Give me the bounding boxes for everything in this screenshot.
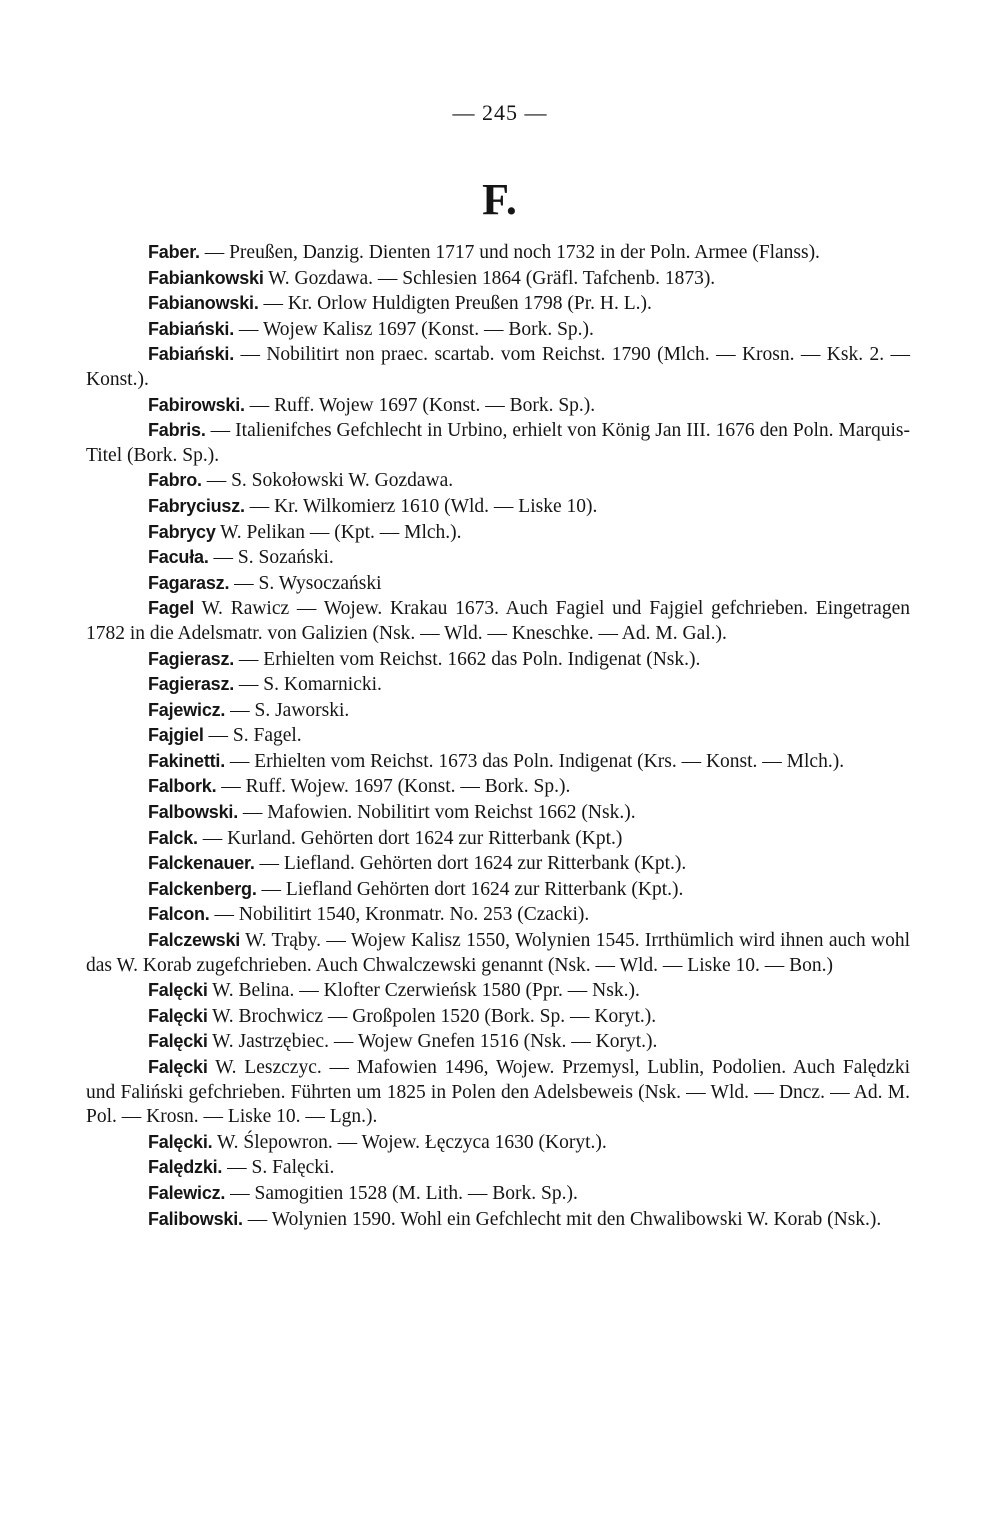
list-item: [86, 1130, 910, 1156]
entry-name: Falibowski.: [148, 1208, 243, 1229]
list-item: [86, 291, 910, 317]
list-item: [86, 902, 910, 928]
list-item: [86, 596, 910, 646]
section-heading: F.: [482, 175, 518, 224]
entry-text: — S. Falęcki.: [227, 1157, 335, 1179]
list-item: [86, 877, 910, 903]
entry-name: Fabirowski.: [148, 394, 245, 415]
entry-text: — Samogitien 1528 (M. Lith. — Bork. Sp.).: [230, 1182, 578, 1204]
entry-text: W. Trąby. — Wojew Kalisz 1550, Wolynien 1545. Irrthümlich wird ihnen auch wohl das W. Korab zugefchrieben. Auch Chwalczewski genannt (Nsk. — Wld. — Liske 10. — Bon.): [86, 930, 910, 976]
entry-name: Falbowski.: [148, 802, 239, 823]
entry-text: W. Gozdawa. — Schlesien 1864 (Gräfl. Tafchenb. 1873).: [268, 267, 716, 289]
entry-name: Falbork.: [148, 776, 217, 797]
entry-text: W. Ślepowron. — Wojew. Łęczyca 1630 (Koryt.).: [216, 1131, 607, 1153]
list-item: [86, 266, 910, 292]
entry-text: — Nobilitirt non praec. scartab. vom Reichst. 1790 (Mlch. — Krosn. — Ksk. 2. — Konst.).: [86, 344, 911, 390]
entry-name: Fajewicz.: [148, 699, 226, 720]
entry-text: — Kurland. Gehörten dort 1624 zur Ritterbank (Kpt.): [202, 827, 623, 849]
entry-name: Falęcki.: [148, 1131, 213, 1152]
list-item: [86, 978, 910, 1004]
list-item: [86, 749, 910, 775]
entry-text: — S. Wysoczański: [234, 572, 382, 594]
entry-text: — Kr. Orlow Huldigten Preußen 1798 (Pr. H. L.).: [263, 293, 652, 315]
entry-text: W. Jastrzębiec. — Wojew Gnefen 1516 (Nsk. — Koryt.).: [212, 1031, 658, 1053]
entry-name: Falęcki: [148, 1031, 208, 1052]
list-item: [86, 571, 910, 597]
entry-text: W. Pelikan — (Kpt. — Mlch.).: [220, 521, 462, 543]
list-item: [86, 317, 910, 343]
entry-name: Fagarasz.: [148, 572, 230, 593]
entry-name: Fagel: [148, 598, 195, 619]
list-item: [86, 698, 910, 724]
list-item: [86, 1055, 910, 1130]
list-item: [86, 545, 910, 571]
entry-name: Falęcki: [148, 1005, 208, 1026]
entry-text: — Preußen, Danzig. Dienten 1717 und noch 1732 in der Poln. Armee (Flanss).: [204, 242, 820, 263]
entry-text: — Ruff. Wojew. 1697 (Konst. — Bork. Sp.).: [221, 776, 571, 798]
list-item: [86, 723, 910, 749]
entry-text: W. Belina. — Klofter Czerwieńsk 1580 (Ppr. — Nsk.).: [212, 980, 640, 1002]
list-item: [86, 774, 910, 800]
entry-text: — Kr. Wilkomierz 1610 (Wld. — Liske 10).: [249, 495, 598, 517]
entry-text: — S. Sokołowski W. Gozdawa.: [206, 470, 454, 492]
entry-name: Fagierasz.: [148, 648, 235, 669]
entry-list: [86, 240, 910, 1232]
entry-text: — S. Fagel.: [208, 725, 302, 747]
entry-name: Fabiański.: [148, 344, 235, 365]
list-item: [86, 800, 910, 826]
list-item: [86, 418, 910, 468]
list-item: [86, 1207, 910, 1233]
list-item: [86, 342, 910, 392]
entry-name: Falckenberg.: [148, 878, 257, 899]
entry-name: Fakinetti.: [148, 750, 226, 771]
list-item: [86, 520, 910, 546]
entry-name: Facuła.: [148, 547, 209, 568]
list-item: [86, 851, 910, 877]
entry-text: — Liefland Gehörten dort 1624 zur Ritterbank (Kpt.).: [261, 878, 684, 900]
entry-text: W. Rawicz — Wojew. Krakau 1673. Auch Fagiel und Fajgiel gefchrieben. Eingetragen 1782 in die Adelsmatr. von Galizien (Nsk. — Wld. — Kneschke. — Ad. M. Gal.).: [86, 598, 910, 644]
list-item: [86, 494, 910, 520]
entry-text: — Wojew Kalisz 1697 (Konst. — Bork. Sp.).: [238, 318, 594, 340]
entry-text: — S. Komarnicki.: [238, 674, 382, 696]
list-item: [86, 1181, 910, 1207]
entry-name: Falędzki.: [148, 1157, 223, 1178]
list-item: [86, 1004, 910, 1030]
entry-name: Fabiankowski: [148, 267, 264, 288]
entry-name: Falęcki: [148, 980, 208, 1001]
entry-name: Fabro.: [148, 470, 202, 491]
entry-name: Falewicz.: [148, 1182, 226, 1203]
entry-text: — Nobilitirt 1540, Kronmatr. No. 253 (Czacki).: [214, 904, 590, 926]
entry-text: W. Brochwicz — Großpolen 1520 (Bork. Sp. — Koryt.).: [212, 1005, 657, 1027]
list-item: [86, 468, 910, 494]
entry-name: Falckenauer.: [148, 853, 255, 874]
entry-name: Falęcki: [148, 1057, 208, 1077]
entry-name: Falczewski: [148, 930, 241, 951]
entry-text: — Liefland. Gehörten dort 1624 zur Ritterbank (Kpt.).: [259, 853, 687, 875]
list-item: [86, 647, 910, 673]
entry-name: Fabris.: [148, 420, 206, 441]
entry-text: — Ruff. Wojew 1697 (Konst. — Bork. Sp.).: [249, 394, 596, 416]
entry-text: — Mafowien. Nobilitirt vom Reichst 1662 (Nsk.).: [242, 802, 636, 824]
entry-text: — S. Jaworski.: [230, 699, 350, 721]
list-item: [86, 672, 910, 698]
entry-name: Falcon.: [148, 904, 210, 925]
entry-name: Fagierasz.: [148, 674, 235, 695]
entry-text: — Erhielten vom Reichst. 1673 das Poln. Indigenat (Krs. — Konst. — Mlch.).: [229, 750, 845, 772]
entry-name: Fabiański.: [148, 318, 235, 339]
list-item: [86, 1155, 910, 1181]
entry-text: — Wolynien 1590. Wohl ein Gefchlecht mit den Chwalibowski W. Korab (Nsk.).: [247, 1208, 882, 1230]
page-number: — 245 —: [452, 100, 548, 125]
list-item: [86, 826, 910, 852]
entry-name: Falck.: [148, 827, 198, 848]
entry-name: Fabryciusz.: [148, 495, 245, 516]
entry-name: Faber.: [148, 242, 200, 262]
list-item: [86, 240, 910, 266]
entry-name: Fabianowski.: [148, 293, 259, 314]
entry-text: — S. Sozański.: [213, 547, 334, 569]
list-item: [86, 928, 910, 978]
list-item: [86, 1029, 910, 1055]
list-item: [86, 393, 910, 419]
entry-text: — Erhielten vom Reichst. 1662 das Poln. Indigenat (Nsk.).: [238, 648, 701, 670]
entry-name: Fabrycy: [148, 521, 216, 542]
entry-name: Fajgiel: [148, 725, 204, 746]
entry-text: W. Leszczyc. — Mafowien 1496, Wojew. Przemysl, Lublin, Podolien. Auch Falędzki und Faliński gefchrieben. Führten um 1825 in Polen den Adelsbeweis (Nsk. — Wld. — Dncz. — Ad. M. Pol. — Krosn. — Liske 10. — Lgn.).: [86, 1057, 910, 1128]
entry-text: — Italienifches Gefchlecht in Urbino, erhielt von König Jan III. 1676 den Poln. Marquis-Titel (Bork. Sp.).: [86, 420, 911, 466]
